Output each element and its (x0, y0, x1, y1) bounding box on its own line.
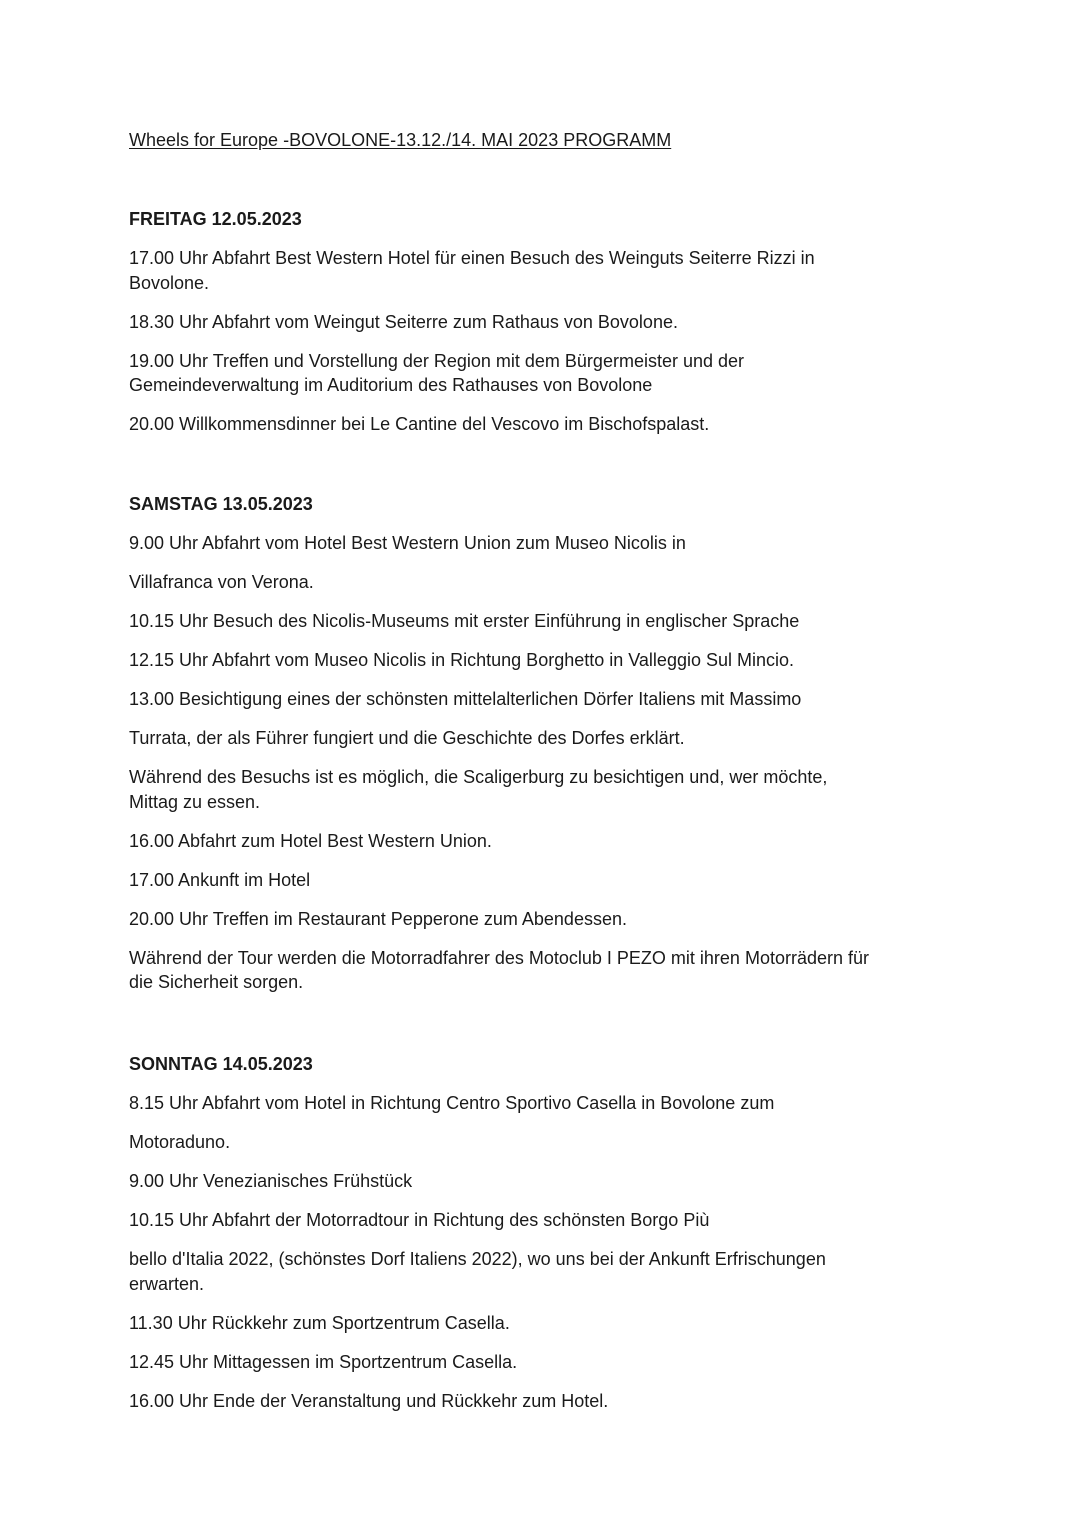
schedule-entry: 11.30 Uhr Rückkehr zum Sportzentrum Casella. (129, 1312, 510, 1333)
schedule-entry: 10.15 Uhr Besuch des Nicolis-Museums mit erster Einführung in englischer Sprache (129, 611, 800, 631)
schedule-entry: 19.00 Uhr Treffen und Vorstellung der Region mit dem Bürgermeister und der Gemeindeverwaltung im Auditorium des Rathauses von Bovolone (129, 350, 745, 395)
schedule-entry: 16.00 Uhr Ende der Veranstaltung und Rückkehr zum Hotel. (129, 1390, 609, 1411)
schedule-entry: 12.15 Uhr Abfahrt vom Museo Nicolis in Richtung Borghetto in Valleggio Sul Mincio. (129, 650, 795, 670)
day-section-saturday (129, 492, 969, 1009)
schedule-entry: Während der Tour werden die Motorradfahrer des Motoclub I PEZO mit ihren Motorrädern für die Sicherheit sorgen. (129, 947, 869, 992)
schedule-entry: 10.15 Uhr Abfahrt der Motorradtour in Richtung des schönsten Borgo Più (129, 1210, 710, 1230)
day-heading: FREITAG 12.05.2023 (129, 209, 302, 229)
day-heading: SONNTAG 14.05.2023 (129, 1054, 313, 1074)
schedule-entry: Während des Besuchs ist es möglich, die Scaligerburg zu besichtigen und, wer möchte, Mittag zu essen. (129, 767, 828, 812)
schedule-entry: 9.00 Uhr Abfahrt vom Hotel Best Western Union zum Museo Nicolis in (129, 533, 686, 553)
schedule-entry: 8.15 Uhr Abfahrt vom Hotel in Richtung Centro Sportivo Casella in Bovolone zum (129, 1093, 775, 1113)
schedule-entry: 20.00 Uhr Treffen im Restaurant Pepperone zum Abendessen. (129, 908, 627, 929)
schedule-entry: Turrata, der als Führer fungiert und die Geschichte des Dorfes erklärt. (129, 728, 685, 748)
day-section-friday (129, 207, 969, 451)
day-heading: SAMSTAG 13.05.2023 (129, 494, 313, 514)
schedule-entry: 16.00 Abfahrt zum Hotel Best Western Union. (129, 830, 492, 851)
schedule-entry: 13.00 Besichtigung eines der schönsten mittelalterlichen Dörfer Italiens mit Massimo (129, 689, 802, 709)
schedule-entry: Villafranca von Verona. (129, 572, 314, 592)
schedule-entry: bello d'Italia 2022, (schönstes Dorf Italiens 2022), wo uns bei der Ankunft Erfrischungen erwarten. (129, 1249, 826, 1294)
schedule-entry: 17.00 Uhr Abfahrt Best Western Hotel für einen Besuch des Weinguts Seiterre Rizzi in Bovolone. (129, 248, 815, 293)
document-title: Wheels for Europe -BOVOLONE-13.12./14. MAI 2023 PROGRAMM (129, 130, 672, 150)
schedule-entry: 12.45 Uhr Mittagessen im Sportzentrum Casella. (129, 1351, 518, 1372)
schedule-entry: 17.00 Ankunft im Hotel (129, 869, 311, 890)
schedule-entry: 9.00 Uhr Venezianisches Frühstück (129, 1171, 413, 1191)
schedule-entry: 20.00 Willkommensdinner bei Le Cantine del Vescovo im Bischofspalast. (129, 414, 710, 434)
schedule-entry: 18.30 Uhr Abfahrt vom Weingut Seiterre zum Rathaus von Bovolone. (129, 311, 678, 332)
schedule-entry: Motoraduno. (129, 1132, 231, 1152)
day-section-sunday (129, 1052, 969, 1428)
